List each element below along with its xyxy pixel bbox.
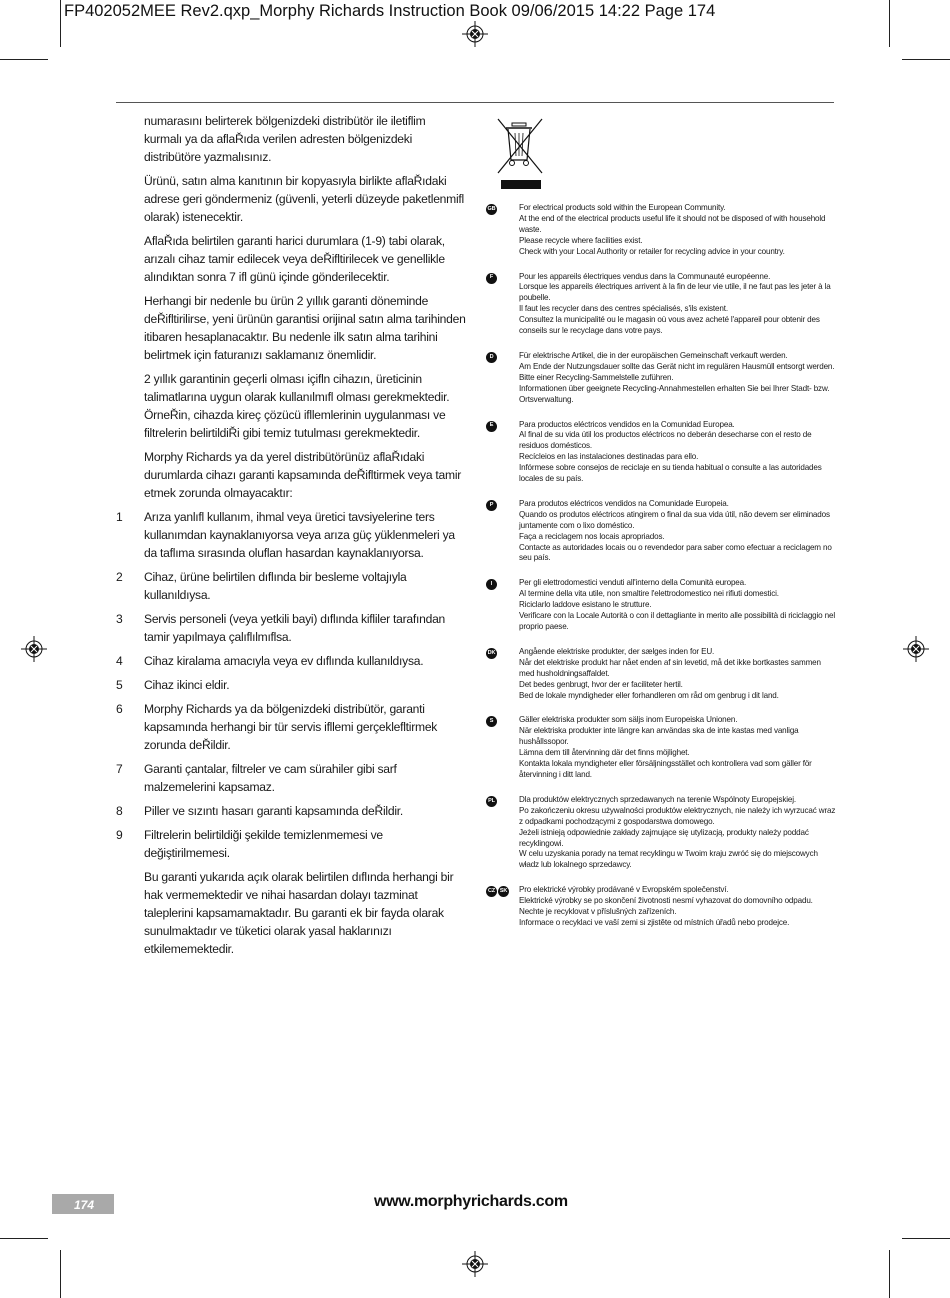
weee-line: Bitte einer Recycling-Sammelstelle zuführen.: [519, 372, 674, 382]
exclusion-item: [116, 568, 466, 604]
page-number: 174: [74, 1198, 95, 1212]
exclusion-text: Morphy Richards ya da bölgenizdeki distribütör, garanti kapsamında herhangi bir tür servis ifllemi gerçeklefltirmek zorunda deŘildir.: [144, 702, 438, 752]
crop-mark: [889, 1250, 890, 1298]
weee-line: Am Ende der Nutzungsdauer sollte das Gerät nicht im regulären Hausmüll entsorgt werden.: [519, 361, 835, 371]
country-badge: D: [486, 352, 497, 363]
exclusion-number: 5: [116, 678, 123, 692]
crop-mark: [889, 0, 890, 47]
exclusion-item: [116, 508, 466, 562]
closing-paragraph: Bu garanti yukarıda açık olarak belirtilen dıflında herhangi bir hak vermemektedir ve nihai hasardan dolayı tazminat taleplerini kapsamamaktadır. Bu garanti ek bir fayda olarak sunulmaktadır ve tüketici olarak yasal haklarınızı etkilememektedir.: [144, 870, 454, 956]
crop-mark: [0, 1238, 48, 1239]
exclusion-item: [116, 676, 466, 694]
weee-line: Für elektrische Artikel, die in der europäischen Gemeinschaft verkauft werden.: [519, 350, 788, 360]
weee-line: Riciclarlo laddove esistano le strutture.: [519, 600, 652, 610]
weee-section-pl: [486, 795, 836, 871]
weee-line: At the end of the electrical products useful life it should not be disposed of with household waste.: [519, 213, 826, 234]
country-badge: P: [486, 500, 497, 511]
weee-notice-column: [486, 203, 836, 943]
weee-section-gb: [486, 203, 836, 258]
exclusion-item: [116, 700, 466, 754]
print-slug: FP402052MEE Rev2.qxp_Morphy Richards Instruction Book 09/06/2015 14:22 Page 174: [64, 2, 716, 20]
exclusion-item: [116, 760, 466, 796]
paragraph: Herhangi bir nedenle bu ürün 2 yıllık garanti döneminde deŘifltirilirse, yeni ürünün garantisi orijinal satın alma tarihinden itibaren hesaplanacaktır. Bu nedenle ilk satın alma tarihini belirtmek için faturanızı saklamanız önemlidir.: [144, 294, 466, 362]
weee-line: Informationen über geeignete Recycling-Annahmestellen erhalten Sie bei Ihrer Stadt- bzw. Ortsverwaltung.: [519, 383, 830, 404]
weee-line: Para produtos eléctricos vendidos na Comunidade Europeia.: [519, 498, 729, 508]
exclusion-text: Piller ve sızıntı hasarı garanti kapsamında deŘildir.: [144, 804, 403, 818]
weee-line: Gäller elektriska produkter som säljs inom Europeiska Unionen.: [519, 715, 738, 725]
warranty-text-column: [116, 112, 466, 964]
paragraph: AflaŘıda belirtilen garanti harici durumlara (1-9) tabi olarak, arızalı cihaz tamir edilecek veya deŘifltirilecek ve genellikle alındıktan sonra 7 ifl günü içinde gönderilecektir.: [144, 234, 445, 284]
crop-mark: [902, 1238, 950, 1239]
weee-line: Per gli elettrodomestici venduti all'interno della Comunità europea.: [519, 578, 747, 588]
weee-line: Check with your Local Authority or retailer for recycling advice in your country.: [519, 246, 785, 256]
weee-line: Bed de lokale myndigheder eller forhandleren om råd om genbrug i dit land.: [519, 690, 779, 700]
exclusion-number: 2: [116, 570, 123, 584]
crop-mark: [0, 59, 48, 60]
weee-line: Lämna dem till återvinning där det finns möjlighet.: [519, 748, 690, 758]
paragraph: Ürünü, satın alma kanıtının bir kopyasıyla birlikte aflaŘıdaki adrese geri göndermeniz (güvenli, yeterli düzeyde paketlenmifl olarak) istenecektir.: [144, 174, 464, 224]
exclusion-number: 4: [116, 654, 123, 668]
country-badge: DK: [486, 648, 497, 659]
exclusion-item: [116, 826, 466, 862]
registration-mark-icon: [903, 636, 929, 662]
weee-line: Para productos eléctricos vendidos en la Comunidad Europea.: [519, 419, 735, 429]
exclusion-item: [116, 652, 466, 670]
exclusion-text: Garanti çantalar, filtreler ve cam sürahiler gibi sarf malzemelerini kapsamaz.: [144, 762, 397, 794]
weee-line: Pour les appareils électriques vendus dans la Communauté européenne.: [519, 271, 771, 281]
weee-line: Informace o recyklaci ve vaší zemi si zjistěte od místních úřadů nebo prodejce.: [519, 917, 790, 927]
weee-section-i: [486, 578, 836, 633]
weee-line: När elektriska produkter inte längre kan användas ska de inte kastas med vanliga hushållssopor.: [519, 726, 799, 747]
website-url: www.morphyrichards.com: [374, 1193, 568, 1210]
registration-mark-icon: [21, 636, 47, 662]
weee-line: Kontakta lokala myndigheter eller försäljningsstället och kontrollera vad som gäller för återvinning i ditt land.: [519, 759, 812, 779]
country-badge: I: [486, 579, 497, 590]
exclusion-number: 9: [116, 828, 123, 842]
exclusion-text: Arıza yanlıfl kullanım, ihmal veya üretici tavsiyelerine ters kullanımdan kaynaklanıyorsa veya arıza güç yüklenmeleri ya da taflıma sırasında oluflan hasardan kaynaklanıyorsa.: [144, 510, 455, 560]
weee-section-cz-sk: [486, 885, 836, 929]
exclusion-text: Filtrelerin belirtildiği şekilde temizlenmemesi ve değiştirilmemesi.: [144, 828, 383, 860]
weee-line: Al termine della vita utile, non smaltire l'elettrodomestico nei rifiuti domestici.: [519, 589, 779, 599]
weee-line: Nechte je recyklovat v příslušných zařízeních.: [519, 907, 677, 917]
weee-line: Consultez la municipalité ou le magasin où vous avez acheté l'appareil pour obtenir des conseils sur le recyclage dans votre pays.: [519, 315, 820, 336]
exclusion-number: 8: [116, 804, 123, 818]
weee-line: Lorsque les appareils électriques arrivent à la fin de leur vie utile, il ne faut pas les jeter à la poubelle.: [519, 282, 831, 303]
weee-line: Det bedes genbrugt, hvor der er faciliteter hertil.: [519, 679, 683, 689]
crop-mark: [60, 1250, 61, 1298]
paragraph: 2 yıllık garantinin geçerli olması içifln cihazın, üreticinin talimatlarına uygun olarak kullanılmıfl olması gerekmektedir. ÖrneŘin, cihazda kireç çözücü ifllemlerinin uygulanması ve filtrelerin belirtildiŘi gibi temiz tutulması gerekmektedir.: [144, 372, 450, 440]
weee-crossed-bin-icon: [494, 116, 546, 176]
weee-line: Faça a reciclagem nos locais apropriados.: [519, 531, 665, 541]
country-badge: E: [486, 421, 497, 432]
paragraph: Morphy Richards ya da yerel distribütörünüz aflaŘıdaki durumlarda cihazı garanti kapsamında deŘifltirmek veya tamir etmek zorunda olmayacaktır:: [144, 450, 462, 500]
exclusion-text: Servis personeli (veya yetkili bayi) dıflında kifliler tarafından tamir yapılmaya çalıflılmıflsa.: [144, 612, 446, 644]
exclusion-number: 3: [116, 612, 123, 626]
weee-line: Verificare con la Locale Autorità o con il dettagliante in merito alle possibilità di riciclaggio nel proprio paese.: [519, 611, 835, 631]
weee-line: Angående elektriske produkter, der sælges inden for EU.: [519, 646, 715, 656]
weee-line: Jeżeli istnieją odpowiednie zakłady zajmujące się utylizacją, produkty należy poddać recyklingowi.: [519, 827, 809, 848]
header-rule: [116, 102, 834, 103]
weee-bar: [501, 180, 541, 189]
weee-line: Contacte as autoridades locais ou o revendedor para saber como efectuar a reciclagem no seu país.: [519, 542, 832, 563]
weee-line: Al final de su vida útil los productos eléctricos no deberán desecharse con el resto de residuos domésticos.: [519, 430, 812, 451]
weee-line: Po zakończeniu okresu używalności produktów elektrycznych, nie należy ich wyrzucać wraz z odpadkami pochodzącymi z gospodarstwa domowego.: [519, 805, 836, 826]
weee-section-s: [486, 715, 836, 780]
exclusion-item: [116, 802, 466, 820]
weee-line: Pro elektrické výrobky prodávané v Evropském společenství.: [519, 885, 729, 895]
exclusion-text: Cihaz, ürüne belirtilen dıflında bir besleme voltajıyla kullanıldıysa.: [144, 570, 407, 602]
exclusion-number: 1: [116, 510, 123, 524]
weee-line: Elektrické výrobky se po skončení životnosti nesmí vyhazovat do domovního odpadu.: [519, 896, 813, 906]
crop-mark: [60, 0, 61, 47]
weee-line: Dla produktów elektrycznych sprzedawanych na terenie Wspólnoty Europejskiej.: [519, 794, 796, 804]
weee-line: Recícleios en las instalaciones destinadas para ello.: [519, 452, 699, 462]
weee-line: Please recycle where facilities exist.: [519, 235, 643, 245]
weee-line: Quando os produtos eléctricos atingirem o final da sua vida útil, não devem ser eliminados juntamente com o lixo doméstico.: [519, 509, 830, 530]
registration-mark-icon: [462, 1251, 488, 1277]
weee-section-p: [486, 499, 836, 564]
weee-section-e: [486, 420, 836, 485]
country-badge: PL: [486, 796, 497, 807]
weee-line: Når det elektriske produkt har nået enden af sin levetid, må det ikke bortkastes sammen med husholdningsaffaldet.: [519, 657, 821, 678]
crop-mark: [902, 59, 950, 60]
exclusion-item: [116, 610, 466, 646]
country-badge: SK: [498, 886, 509, 897]
country-badge: CZ: [486, 886, 497, 897]
weee-section-d: [486, 351, 836, 406]
weee-line: Il faut les recycler dans des centres spécialisés, s'ils existent.: [519, 304, 728, 314]
weee-section-f: [486, 272, 836, 337]
weee-line: W celu uzyskania porady na temat recyklingu w Twoim kraju zwróć się do miejscowych władz lub lokalnego sprzedawcy.: [519, 849, 818, 870]
country-badge: S: [486, 716, 497, 727]
weee-line: For electrical products sold within the European Community.: [519, 203, 726, 212]
exclusion-number: 7: [116, 762, 123, 776]
registration-mark-icon: [462, 21, 488, 47]
paragraph: numarasını belirterek bölgenizdeki distribütör ile iletiflim kurmalı ya da aflaŘıda verilen adresten bölgenizdeki distribütöre yazmalısınız.: [144, 114, 426, 164]
exclusion-number: 6: [116, 702, 123, 716]
weee-line: Infórmese sobre consejos de reciclaje en su tienda habitual o consulte a las autoridades locales de su país.: [519, 463, 822, 484]
exclusion-text: Cihaz ikinci eldir.: [144, 678, 230, 692]
country-badge: F: [486, 273, 497, 284]
weee-section-dk: [486, 647, 836, 702]
country-badge: GB: [486, 204, 497, 215]
exclusion-text: Cihaz kiralama amacıyla veya ev dıflında kullanıldıysa.: [144, 654, 424, 668]
